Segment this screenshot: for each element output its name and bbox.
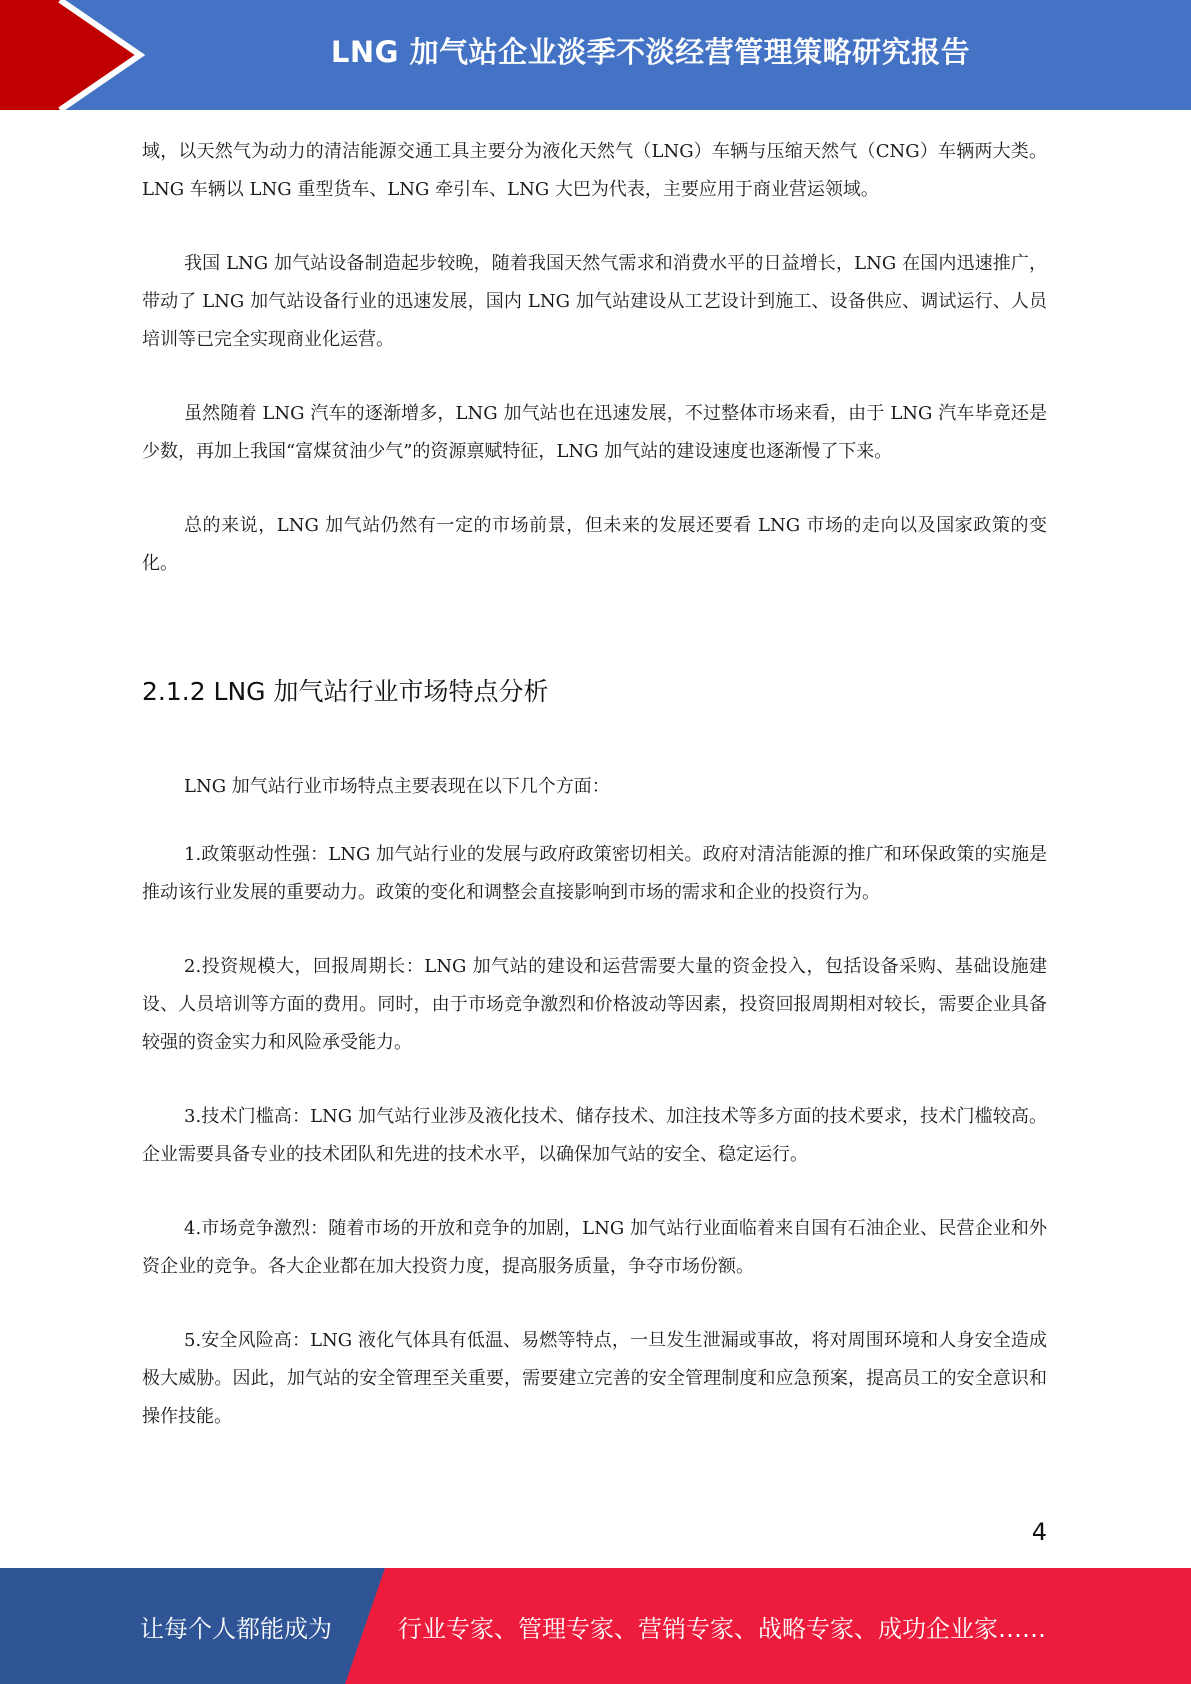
page-footer [0, 1568, 1191, 1684]
body-content-section [142, 768, 1047, 1472]
footer-slogan-right: 行业专家、管理专家、营销专家、战略专家、成功企业家…… [398, 1614, 1046, 1643]
paragraph-3: 虽然随着 LNG 汽车的逐渐增多，LNG 加气站也在迅速发展，不过整体市场来看，由于 LNG 汽车毕竟还是少数，再加上我国“富煤贫油少气”的资源禀赋特征，LNG 加气站的建设速度也逐渐慢了下来。 [142, 403, 1047, 462]
feature-item-1: 1.政策驱动性强：LNG 加气站行业的发展与政府政策密切相关。政府对清洁能源的推广和环保政策的实施是推动该行业发展的重要动力。政策的变化和调整会直接影响到市场的需求和企业的投资行为。 [142, 844, 1047, 903]
footer-slogan-left: 让每个人都能成为 [140, 1614, 332, 1643]
paragraph-1: 域，以天然气为动力的清洁能源交通工具主要分为液化天然气（LNG）车辆与压缩天然气（CNG）车辆两大类。LNG 车辆以 LNG 重型货车、LNG 牵引车、LNG 大巴为代表，主要应用于商业营运领域。 [142, 141, 1047, 200]
page-header [0, 0, 1191, 110]
section-heading: 2.1.2 LNG 加气站行业市场特点分析 [142, 677, 549, 706]
paragraph-2: 我国 LNG 加气站设备制造起步较晚，随着我国天然气需求和消费水平的日益增长，LNG 在国内迅速推广，带动了 LNG 加气站设备行业的迅速发展，国内 LNG 加气站建设从工艺设计到施工、设备供应、调试运行、人员培训等已完全实现商业化运营。 [142, 253, 1047, 350]
section-intro: LNG 加气站行业市场特点主要表现在以下几个方面： [184, 776, 610, 797]
feature-item-4: 4.市场竞争激烈：随着市场的开放和竞争的加剧，LNG 加气站行业面临着来自国有石油企业、民营企业和外资企业的竞争。各大企业都在加大投资力度，提高服务质量，争夺市场份额。 [142, 1218, 1047, 1277]
feature-item-2: 2.投资规模大，回报周期长：LNG 加气站的建设和运营需要大量的资金投入，包括设备采购、基础设施建设、人员培训等方面的费用。同时，由于市场竞争激烈和价格波动等因素，投资回报周期相对较长，需要企业具备较强的资金实力和风险承受能力。 [142, 956, 1047, 1053]
paragraph-4: 总的来说，LNG 加气站仍然有一定的市场前景，但未来的发展还要看 LNG 市场的走向以及国家政策的变化。 [142, 515, 1047, 574]
feature-item-3: 3.技术门槛高：LNG 加气站行业涉及液化技术、储存技术、加注技术等多方面的技术要求，技术门槛较高。企业需要具备专业的技术团队和先进的技术水平，以确保加气站的安全、稳定运行。 [142, 1106, 1047, 1165]
page-number: 4 [1031, 1518, 1047, 1546]
body-content-top [142, 133, 1047, 619]
feature-item-5: 5.安全风险高：LNG 液化气体具有低温、易燃等特点，一旦发生泄漏或事故，将对周围环境和人身安全造成极大威胁。因此，加气站的安全管理至关重要，需要建立完善的安全管理制度和应急预案，提高员工的安全意识和操作技能。 [142, 1330, 1047, 1427]
report-title: LNG 加气站企业淡季不淡经营管理策略研究报告 [330, 34, 971, 69]
